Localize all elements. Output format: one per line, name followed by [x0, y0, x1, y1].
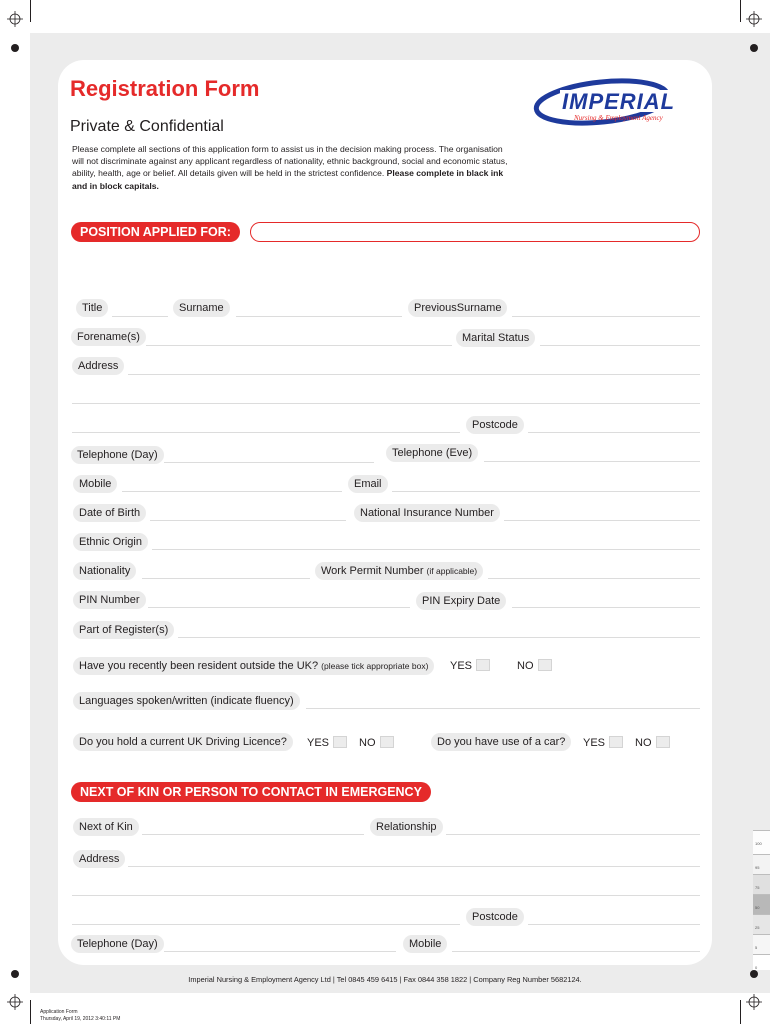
- work-permit-note: (if applicable): [426, 566, 478, 576]
- marital-status-line[interactable]: [540, 345, 700, 346]
- kin-address-line-1[interactable]: [128, 866, 700, 867]
- relationship-label: Relationship: [370, 818, 443, 836]
- crop-mark: [740, 1000, 741, 1024]
- mobile-label: Mobile: [73, 475, 117, 493]
- part-register-line[interactable]: [178, 637, 700, 638]
- relationship-line[interactable]: [446, 834, 700, 835]
- registration-mark-icon: [7, 11, 23, 27]
- car-yes-label: YES: [583, 737, 606, 749]
- section-position-applied: POSITION APPLIED FOR:: [71, 222, 240, 242]
- page-title: Registration Form: [70, 76, 260, 101]
- color-bar-step: 100: [753, 830, 770, 854]
- licence-yes-checkbox[interactable]: [333, 736, 347, 748]
- position-applied-box[interactable]: [250, 222, 700, 242]
- ethnic-origin-label: Ethnic Origin: [73, 533, 148, 551]
- resident-no-checkbox[interactable]: [538, 659, 552, 671]
- licence-no-checkbox[interactable]: [380, 736, 394, 748]
- registration-mark-icon: [746, 994, 762, 1010]
- telephone-eve-label: Telephone (Eve): [386, 444, 478, 462]
- reg-dot: [750, 44, 758, 52]
- intro-text: [72, 143, 512, 192]
- kin-mobile-label: Mobile: [403, 935, 447, 953]
- address-line-2[interactable]: [72, 403, 700, 404]
- kin-postcode-line[interactable]: [528, 924, 700, 925]
- crop-mark: [740, 0, 741, 22]
- kin-postcode-label: Postcode: [466, 908, 524, 926]
- part-register-label: Part of Register(s): [73, 621, 174, 639]
- dob-line[interactable]: [150, 520, 346, 521]
- crop-mark: [30, 1000, 31, 1024]
- resident-yes-checkbox[interactable]: [476, 659, 490, 671]
- section-next-of-kin: NEXT OF KIN OR PERSON TO CONTACT IN EMERGENCY: [71, 782, 431, 802]
- resident-no-label: NO: [517, 660, 534, 672]
- car-no-label: NO: [635, 737, 652, 749]
- address-line-3[interactable]: [72, 432, 460, 433]
- registration-mark-icon: [7, 994, 23, 1010]
- licence-no-label: NO: [359, 737, 376, 749]
- nationality-label: Nationality: [73, 562, 136, 580]
- title-label: Title: [76, 299, 108, 317]
- slug-date: Thursday, April 19, 2012 3:40:11 PM: [40, 1016, 121, 1022]
- kin-telephone-label: Telephone (Day): [71, 935, 164, 953]
- telephone-day-line[interactable]: [164, 462, 374, 463]
- dob-label: Date of Birth: [73, 504, 146, 522]
- forenames-line[interactable]: [146, 345, 452, 346]
- color-bar-step: 0: [753, 954, 770, 970]
- email-line[interactable]: [392, 491, 700, 492]
- resident-outside-note: (please tick appropriate box): [321, 661, 429, 671]
- pin-number-line[interactable]: [148, 607, 410, 608]
- languages-line[interactable]: [306, 708, 700, 709]
- title-line[interactable]: [112, 316, 168, 317]
- pin-expiry-line[interactable]: [512, 607, 700, 608]
- slug-file: Application Form: [40, 1009, 78, 1015]
- resident-outside-text: Have you recently been resident outside the UK?: [79, 660, 319, 672]
- resident-outside-label: [73, 657, 434, 675]
- kin-address-line-2[interactable]: [72, 895, 700, 896]
- color-bar-step: 5: [753, 934, 770, 954]
- kin-name-label: Next of Kin: [73, 818, 139, 836]
- address-label: Address: [72, 357, 124, 375]
- surname-line[interactable]: [236, 316, 402, 317]
- telephone-day-label: Telephone (Day): [71, 446, 164, 464]
- logo-tagline: Nursing & Employment Agency: [574, 114, 663, 122]
- kin-address-line-3[interactable]: [72, 924, 460, 925]
- reg-dot: [11, 44, 19, 52]
- mobile-line[interactable]: [122, 491, 342, 492]
- logo-wordmark: IMPERIAL: [562, 89, 676, 114]
- intro-body: Please complete all sections of this application form to assist us in the decision making process. The organisation will not discriminate against any applicant regardless of nationality, ethnic background, social and economic status, ability, health, age or belief. All details given will be held in the strictest confidence.: [72, 144, 508, 179]
- kin-address-label: Address: [73, 850, 125, 868]
- kin-mobile-line[interactable]: [452, 951, 700, 952]
- previous-surname-line[interactable]: [512, 316, 700, 317]
- driving-licence-label: Do you hold a current UK Driving Licence?: [73, 733, 293, 751]
- kin-name-line[interactable]: [142, 834, 364, 835]
- telephone-eve-line[interactable]: [484, 461, 700, 462]
- languages-label: Languages spoken/written (indicate fluency): [73, 692, 300, 710]
- surname-label: Surname: [173, 299, 230, 317]
- licence-yes-label: YES: [307, 737, 330, 749]
- email-label: Email: [348, 475, 388, 493]
- postcode-line[interactable]: [528, 432, 700, 433]
- footer-text: Imperial Nursing & Employment Agency Ltd | Tel 0845 459 6415 | Fax 0844 358 1822 | Company Reg Number 5682124.: [188, 975, 582, 984]
- ethnic-origin-line[interactable]: [152, 549, 700, 550]
- pin-expiry-label: PIN Expiry Date: [416, 592, 506, 610]
- color-bar-step: 25: [753, 914, 770, 934]
- kin-telephone-line[interactable]: [164, 951, 396, 952]
- registration-mark-icon: [746, 11, 762, 27]
- car-no-checkbox[interactable]: [656, 736, 670, 748]
- marital-status-label: Marital Status: [456, 329, 535, 347]
- work-permit-label: [315, 562, 483, 580]
- address-line-1[interactable]: [128, 374, 700, 375]
- pin-number-label: PIN Number: [73, 591, 146, 609]
- color-bar-step: 95: [753, 854, 770, 874]
- intro-bold: Please complete in black ink and in block capitals.: [72, 168, 504, 191]
- nationality-line[interactable]: [142, 578, 310, 579]
- page-subtitle: Private & Confidential: [70, 118, 224, 135]
- resident-yes-label: YES: [450, 660, 473, 672]
- work-permit-text: Work Permit Number: [321, 565, 424, 577]
- forenames-label: Forename(s): [71, 328, 146, 346]
- work-permit-line[interactable]: [488, 578, 700, 579]
- previous-surname-label: PreviousSurname: [408, 299, 507, 317]
- ni-number-line[interactable]: [504, 520, 700, 521]
- car-yes-checkbox[interactable]: [609, 736, 623, 748]
- ni-number-label: National Insurance Number: [354, 504, 500, 522]
- postcode-label: Postcode: [466, 416, 524, 434]
- use-of-car-label: Do you have use of a car?: [431, 733, 571, 751]
- color-bar-step: 50: [753, 894, 770, 914]
- imperial-logo: [532, 78, 698, 126]
- color-bar-step: 75: [753, 874, 770, 894]
- crop-mark: [30, 0, 31, 22]
